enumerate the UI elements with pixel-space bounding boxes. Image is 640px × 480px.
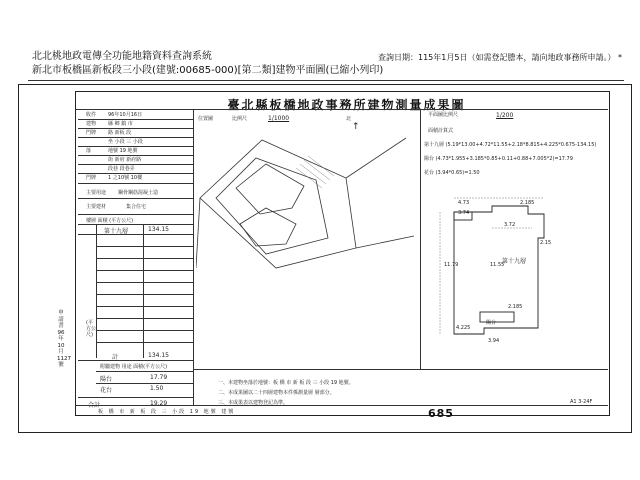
dim-label: 2.185	[508, 304, 523, 310]
row-rule	[78, 146, 193, 147]
site-plan-label: 位置圖	[198, 116, 214, 122]
floor-scale-value: 1/200	[496, 112, 514, 119]
dim-label: 4.73	[458, 200, 470, 206]
row-rule	[78, 137, 193, 138]
notes-divider	[193, 369, 608, 370]
row-label-7: 門牌	[86, 175, 97, 181]
row-rule	[78, 164, 193, 165]
row-value-1: 縣 鄉 鎮 市	[108, 121, 133, 127]
application-margin	[57, 310, 71, 369]
unit-outline	[454, 206, 544, 334]
row-label-2: 門牌	[86, 130, 97, 136]
dim-label: 3.74	[458, 210, 470, 216]
building-number: 685	[428, 407, 454, 420]
road-line	[356, 236, 414, 248]
annex-value-0: 17.79	[150, 374, 168, 381]
row-rule	[78, 173, 193, 174]
row-value-7: 1 之10號 10樓	[108, 175, 143, 181]
road-line	[346, 138, 406, 178]
row-label-0: 收件	[86, 112, 97, 118]
area-formula-line-0: 第十九層 (5.19*13.00+4.72*11.55+2.18*8.815+4.225*0.675-134.15)	[424, 142, 597, 148]
asterisk-mark: *	[618, 53, 622, 62]
empty-row-rule	[96, 282, 193, 283]
annex-header: 附屬建物 用途 面積(平方公尺)	[100, 364, 168, 370]
road-line	[196, 198, 200, 268]
row-rule	[78, 119, 193, 120]
annex-label-0: 陽台	[100, 376, 113, 383]
empty-row-rule	[96, 258, 193, 259]
site-plan-drawing	[196, 128, 418, 278]
row-rule	[96, 371, 193, 372]
page-header	[32, 50, 383, 78]
structure-value: 集合住宅	[126, 204, 147, 210]
area-formula-label: 面積計算式	[428, 128, 454, 134]
north-label: 北	[346, 116, 352, 122]
floor-total-value: 134.15	[148, 352, 169, 359]
system-title: 北北桃地政電傳全功能地籍資料查詢系統	[32, 51, 212, 62]
row-value-2: 路 新板 段	[108, 130, 132, 136]
query-date-text: 查詢日期：115年1月5日（如需登記謄本，請向地政事務所申請。）	[378, 53, 616, 62]
annex-label-1: 花台	[100, 387, 113, 394]
dim-label: 2.15	[540, 240, 552, 246]
header-divider	[28, 80, 624, 81]
area-formula-line-2: 花台 (3.94*0.65)=1.50	[424, 170, 480, 176]
floor-row-value: 134.15	[148, 226, 169, 233]
floor-row-label: 第十九層	[104, 228, 129, 235]
empty-row-rule	[96, 342, 193, 343]
row-rule	[78, 155, 193, 156]
dim-label: 11.55	[490, 262, 505, 268]
north-arrow-icon: ↑	[352, 122, 360, 132]
site-scale-value: 1/1000	[268, 115, 290, 122]
structure-label: 主要建材	[86, 204, 107, 210]
balcony-label: 陽台	[486, 320, 497, 326]
row-value-6: 段巷 段巷弄	[108, 166, 135, 172]
table-value-divider	[143, 224, 144, 358]
annex-total-label: 合計	[88, 402, 101, 409]
main-use-value: 鋼骨鋼筋混凝土造	[118, 190, 159, 196]
site-scale-label: 比例尺	[232, 116, 248, 122]
row-rule	[78, 397, 193, 398]
area-formula-line-1: 陽台 (4.73*1.955+3.185*0.85+0.11+0.88+7.005*2)=17.79	[424, 156, 573, 162]
row-rule	[78, 360, 193, 361]
row-rule	[78, 183, 193, 184]
row-value-5: 街 新府 新府路	[108, 157, 142, 163]
parcel-boundary	[200, 140, 356, 268]
unit-note: (平方公尺)	[86, 320, 97, 338]
note-1: 一、本建物坐落於地號：板 橋 市 新 板 段 三 小段 19 地號。	[218, 380, 354, 386]
dim-label: 11.79	[444, 262, 459, 268]
title-underline	[75, 109, 608, 110]
parcel-line: 新北市板橋區新板段三小段(建號:00685-000)[第二類]建物平面圖(已縮小列印)	[32, 65, 384, 76]
row-label-4: 落	[86, 148, 92, 154]
row-rule	[96, 383, 193, 384]
main-use-label: 主要用途	[86, 190, 107, 196]
form-title: 臺北縣板橋地政事務所建物測量成果圖	[227, 98, 466, 112]
row-value-3: 坐 小段 三 小段	[108, 139, 143, 145]
empty-row-rule	[96, 246, 193, 247]
dim-label: 2.185	[520, 200, 535, 206]
query-date	[378, 52, 622, 63]
empty-row-rule	[96, 318, 193, 319]
annex-total-value: 19.29	[150, 400, 168, 407]
floor-total-label: 計	[112, 354, 119, 361]
empty-row-rule	[96, 330, 193, 331]
row-rule	[78, 128, 193, 129]
inner-block-south	[240, 208, 296, 246]
row-rule	[78, 214, 193, 215]
empty-row-rule	[96, 270, 193, 271]
dim-label: 4.225	[456, 325, 471, 331]
annex-value-1: 1.50	[150, 385, 164, 392]
empty-row-rule	[96, 294, 193, 295]
floor-scale-label: 平面圖比例尺	[428, 112, 459, 118]
floor-header: 樓層 面積 (平方公尺)	[86, 218, 134, 224]
room-label: 第十九層	[502, 258, 527, 265]
row-rule	[78, 198, 193, 199]
dim-label: 3.72	[504, 222, 516, 228]
hatch-area	[296, 156, 334, 188]
note-3: 三、本成果表以建物登記為準。	[218, 400, 289, 406]
row-value-4: 地號 19 地號	[108, 148, 138, 154]
column-divider-left	[193, 109, 194, 405]
row-value-0: 96年10月16日	[108, 112, 143, 118]
footer-address: 板 橋 市 新 板 段 三 小段 19 地號 建號	[98, 409, 236, 415]
footer-divider	[75, 405, 608, 406]
empty-row-rule	[96, 306, 193, 307]
note-2: 二、本成果圖以二十四層建物本件係測量層 層部分。	[218, 390, 335, 396]
application-margin-text: 申請書 96年 10月 1127號	[57, 310, 71, 368]
row-label-1: 建物	[86, 121, 97, 127]
table-inner-divider	[96, 224, 97, 358]
form-code: A1 3-24F	[570, 399, 593, 405]
dim-label: 3.94	[488, 338, 500, 344]
